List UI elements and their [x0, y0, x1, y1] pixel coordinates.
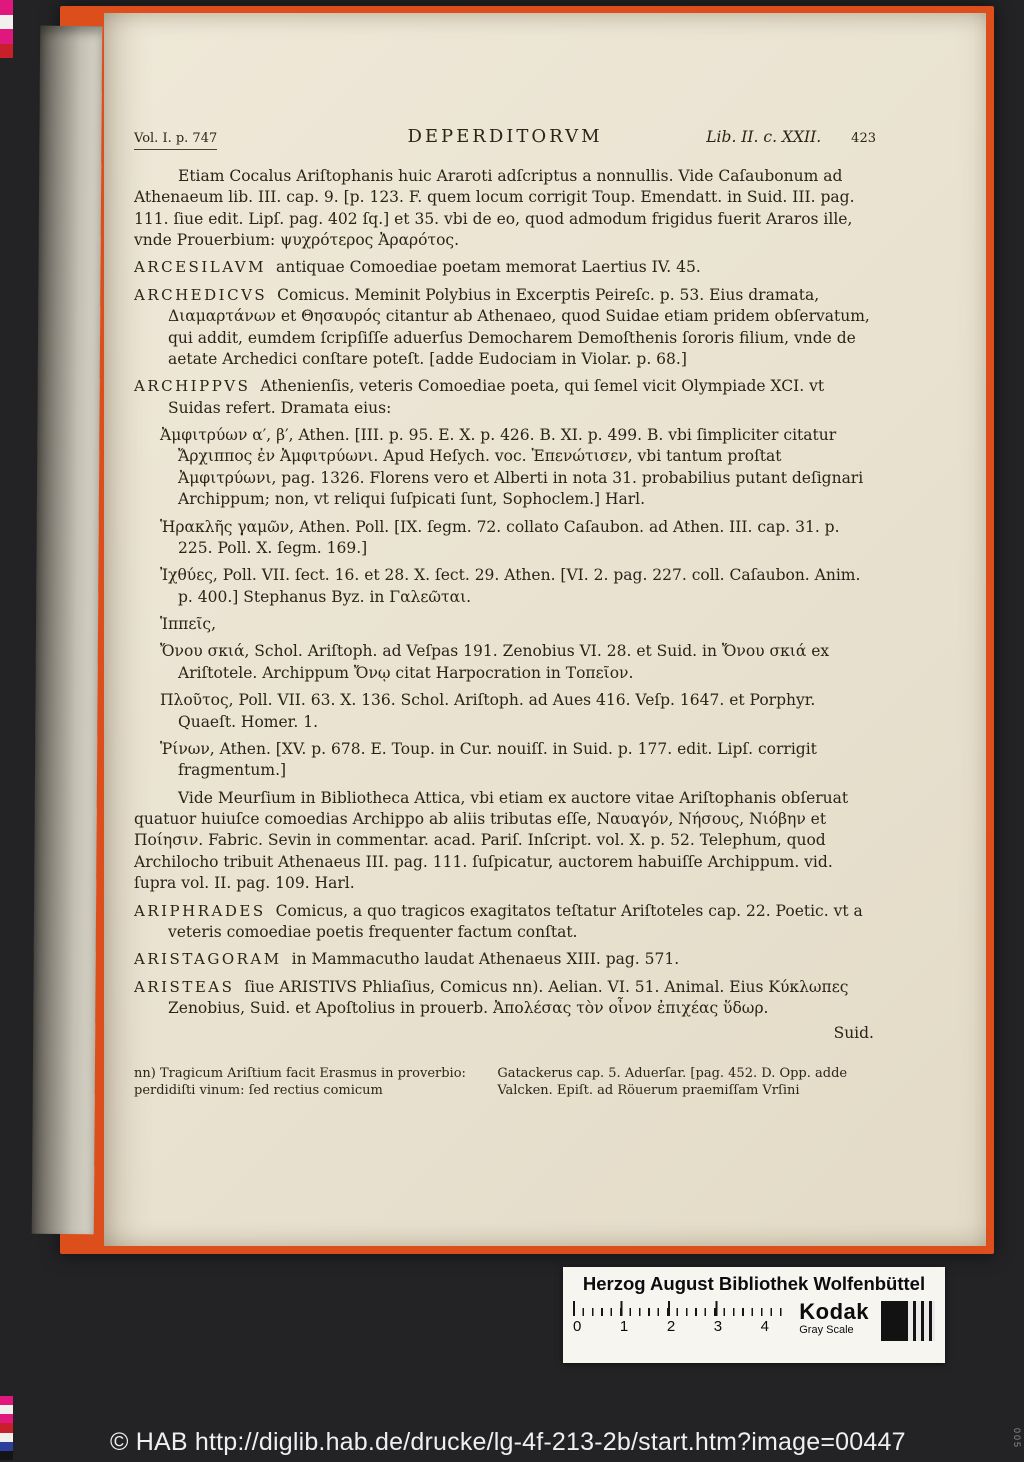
book-page-edges: [32, 26, 102, 1234]
entry-archedicvs: [134, 285, 876, 371]
text-column: [134, 125, 876, 1099]
entry-headword: ARCESILAVM: [134, 258, 266, 277]
footnote-left-column: nn) Tragicum Ariſtium facit Erasmus in proverbio: perdidiſti vinum: ſed rectius comicum: [134, 1065, 466, 1098]
running-title: DEPERDITORVM: [407, 126, 603, 147]
color-swatch: [0, 1442, 13, 1451]
chapter-reference: Lib. II. c. XXII.: [706, 128, 822, 146]
footnote: [134, 1065, 876, 1099]
entry-arcesilavm: [134, 257, 876, 278]
ruler-number: 2: [666, 1318, 676, 1335]
ruler-ticks: [573, 1301, 787, 1316]
entry-aristagoram: [134, 949, 876, 970]
calibration-strip-top: [0, 0, 13, 58]
calibration-strip-bottom: [0, 1396, 13, 1460]
color-swatch: [0, 1423, 13, 1432]
greek-title-entry: Ἀμφιτρύων α′, β′, Athen. [III. p. 95. E. X. p. 426. B. XI. p. 499. B. vbi ſimpliciter citatur Ἄρχιππος ἐν Ἀμφιτρύωνι. Apud Heſych. voc. Ἐπενώτισεν, vbi tantum proſtat Ἀμφιτρύωνι, pag. 1326. Florens vero et Alberti in nota 31. probabilius putant deſignari Archippum; non, vt reliqui ſuſpicati ſunt, Sophoclem.] Harl.: [160, 426, 864, 509]
page-header: [134, 125, 876, 150]
entry-headword: ARISTEAS: [134, 977, 235, 996]
greek-title-entry: Πλοῦτος, Poll. VII. 63. X. 136. Schol. Ariſtoph. ad Aues 416. Veſp. 1647. et Porphyr. Quaeſt. Homer. 1.: [160, 691, 816, 731]
catchword-suid: Suid.: [833, 1024, 874, 1043]
entry-text: in Mammacutho laudat Athenaeus XIII. pag. 571.: [291, 950, 680, 969]
color-swatch: [0, 44, 13, 59]
gray-scale-patch: [881, 1301, 935, 1341]
ruler-number: 3: [713, 1318, 723, 1335]
entry-aristeas: [134, 977, 876, 1020]
kodak-brand: [799, 1301, 869, 1336]
ruler-number: 0: [573, 1318, 582, 1335]
color-swatch: [0, 1414, 13, 1423]
color-swatch: [0, 1433, 13, 1442]
centimeter-ruler: [573, 1301, 787, 1335]
sheet-counter: 005: [1012, 1428, 1022, 1450]
color-swatch: [0, 15, 13, 30]
header-right: [706, 127, 876, 148]
kodak-logo: Kodak: [799, 1299, 869, 1324]
black-patch: [881, 1301, 905, 1341]
paragraph-vide: Vide Meurſium in Bibliotheca Attica, vbi etiam ex auctore vitae Ariſtophanis obſeruat quatuor huiuſce comoedias Archippo ab aliis tributas eſſe, Ναυαγόν, Νήσους, Νιόβην et Ποίησιν. Fabric. Sevin in commentar. acad. Pariſ. Inſcript. vol. X. p. 52. Telephum, quod Archilocho tribuit Athenaeus III. pag. 111. ſuſpicatur, auctorem habuiſſe Archippum. vid. ſupra vol. II. pag. 109. Harl.: [134, 788, 849, 893]
greek-title-entry: Ὄνου σκιά, Schol. Ariſtoph. ad Veſpas 191. Zenobius VI. 28. et Suid. in Ὄνου σκιά ex Ariſtotele. Archippum Ὄνῳ citat Harpocration in Τοπεῖον.: [160, 642, 830, 682]
entry-text: Comicus, a quo tragicos exagitatos teſtatur Ariſtoteles cap. 22. Poetic. vt a veteris comoediae poetis frequenter factum conſtat.: [168, 901, 863, 941]
entry-archippvs: [134, 376, 876, 419]
entry-text: Comicus. Meminit Polybius in Excerptis Peireſc. p. 53. Eius dramata, Διαμαρτάνων et Θησαυρός citantur ab Athenaeo, quod Suidae etiam pridem obſervatum, qui addit, eumdem ſcripſiſſe aduerſus Democharem Demoſthenis ſororis filium, vnde de aetate Archedici conſtare poteſt. [adde Eudociam in Violar. p. 68.]: [168, 285, 870, 368]
paragraph-intro: Etiam Cocalus Ariſtophanis huic Araroti adſcriptus a nonnullis. Vide Caſaubonum ad Athenaeum lib. III. cap. 9. [p. 123. F. quem locum corrigit Toup. Emendatt. in Suid. III. pag. 111. ſiue edit. Lipſ. pag. 402 ſq.] et 35. vbi de eo, quod admodum frigidus fuerit Araros ille, vnde Prouerbium: ψυχρότερος Ἀραρότος.: [134, 166, 855, 250]
footer-caption: © HAB http://diglib.hab.de/drucke/lg-4f-213-2b/start.htm?image=00447: [110, 1428, 906, 1456]
entry-ariphrades: [134, 901, 876, 944]
gray-scale-label: Gray Scale: [799, 1324, 854, 1336]
library-scale-card: [563, 1267, 945, 1363]
entry-headword: ARCHEDICVS: [134, 285, 268, 304]
color-swatch: [0, 0, 13, 15]
greek-title-entry: Ἱππεῖς,: [160, 615, 217, 634]
book-page: [104, 13, 986, 1246]
entry-headword: ARCHIPPVS: [134, 377, 251, 396]
ruler-number: 4: [760, 1318, 769, 1335]
footnote-right-column: Gatackerus cap. 5. Aduerſar. [pag. 452. D. Opp. adde Valcken. Epiſt. ad Röuerum praemiſſam Vrſini: [497, 1065, 848, 1098]
color-swatch: [0, 29, 13, 44]
entry-headword: ARIPHRADES: [134, 901, 266, 920]
page-number: 423: [851, 131, 876, 146]
gray-stripes-patch: [905, 1301, 935, 1341]
entry-text: ſiue ARISTIVS Phliaſius, Comicus nn). Aelian. VI. 51. Animal. Eius Κύκλωπες Zenobius, Suid. et Apoſtolius in prouerb. Ἀπολέσας τὸν οἶνον ἐπιχέας ὕδωρ.: [168, 977, 849, 1018]
entry-text: Athenienſis, veteris Comoediae poeta, qui ſemel vicit Olympiade XCI. vt Suidas refert. Dramata eius:: [168, 377, 825, 417]
scale-row: [573, 1301, 935, 1341]
ruler-major-ticks: [573, 1301, 761, 1316]
color-swatch: [0, 1451, 13, 1460]
entry-text: antiquae Comoediae poetam memorat Laertius IV. 45.: [276, 258, 701, 277]
greek-title-entry: Ἡρακλῆς γαμῶν, Athen. Poll. [IX. ſegm. 72. collato Caſaubon. ad Athen. III. cap. 31. p. 225. Poll. X. ſegm. 169.]: [160, 517, 840, 557]
color-swatch: [0, 1405, 13, 1414]
greek-title-entry: Ῥίνων, Athen. [XV. p. 678. E. Toup. in Cur. nouiſſ. in Suid. p. 177. edit. Lipſ. corrigit fragmentum.]: [160, 739, 817, 780]
color-swatch: [0, 1396, 13, 1405]
ruler-numbers: [573, 1318, 769, 1335]
library-name: Herzog August Bibliothek Wolfenbüttel: [582, 1273, 926, 1294]
entry-headword: ARISTAGORAM: [134, 950, 282, 969]
volume-reference: Vol. I. p. 747: [134, 130, 217, 150]
greek-title-entry: Ἰχθύες, Poll. VII. ſect. 16. et 28. X. ſect. 29. Athen. [VI. 2. pag. 227. coll. Caſaubon. Anim. p. 400.] Stephanus Byz. in Γαλεῶται.: [160, 566, 861, 606]
ruler-number: 1: [619, 1318, 629, 1335]
